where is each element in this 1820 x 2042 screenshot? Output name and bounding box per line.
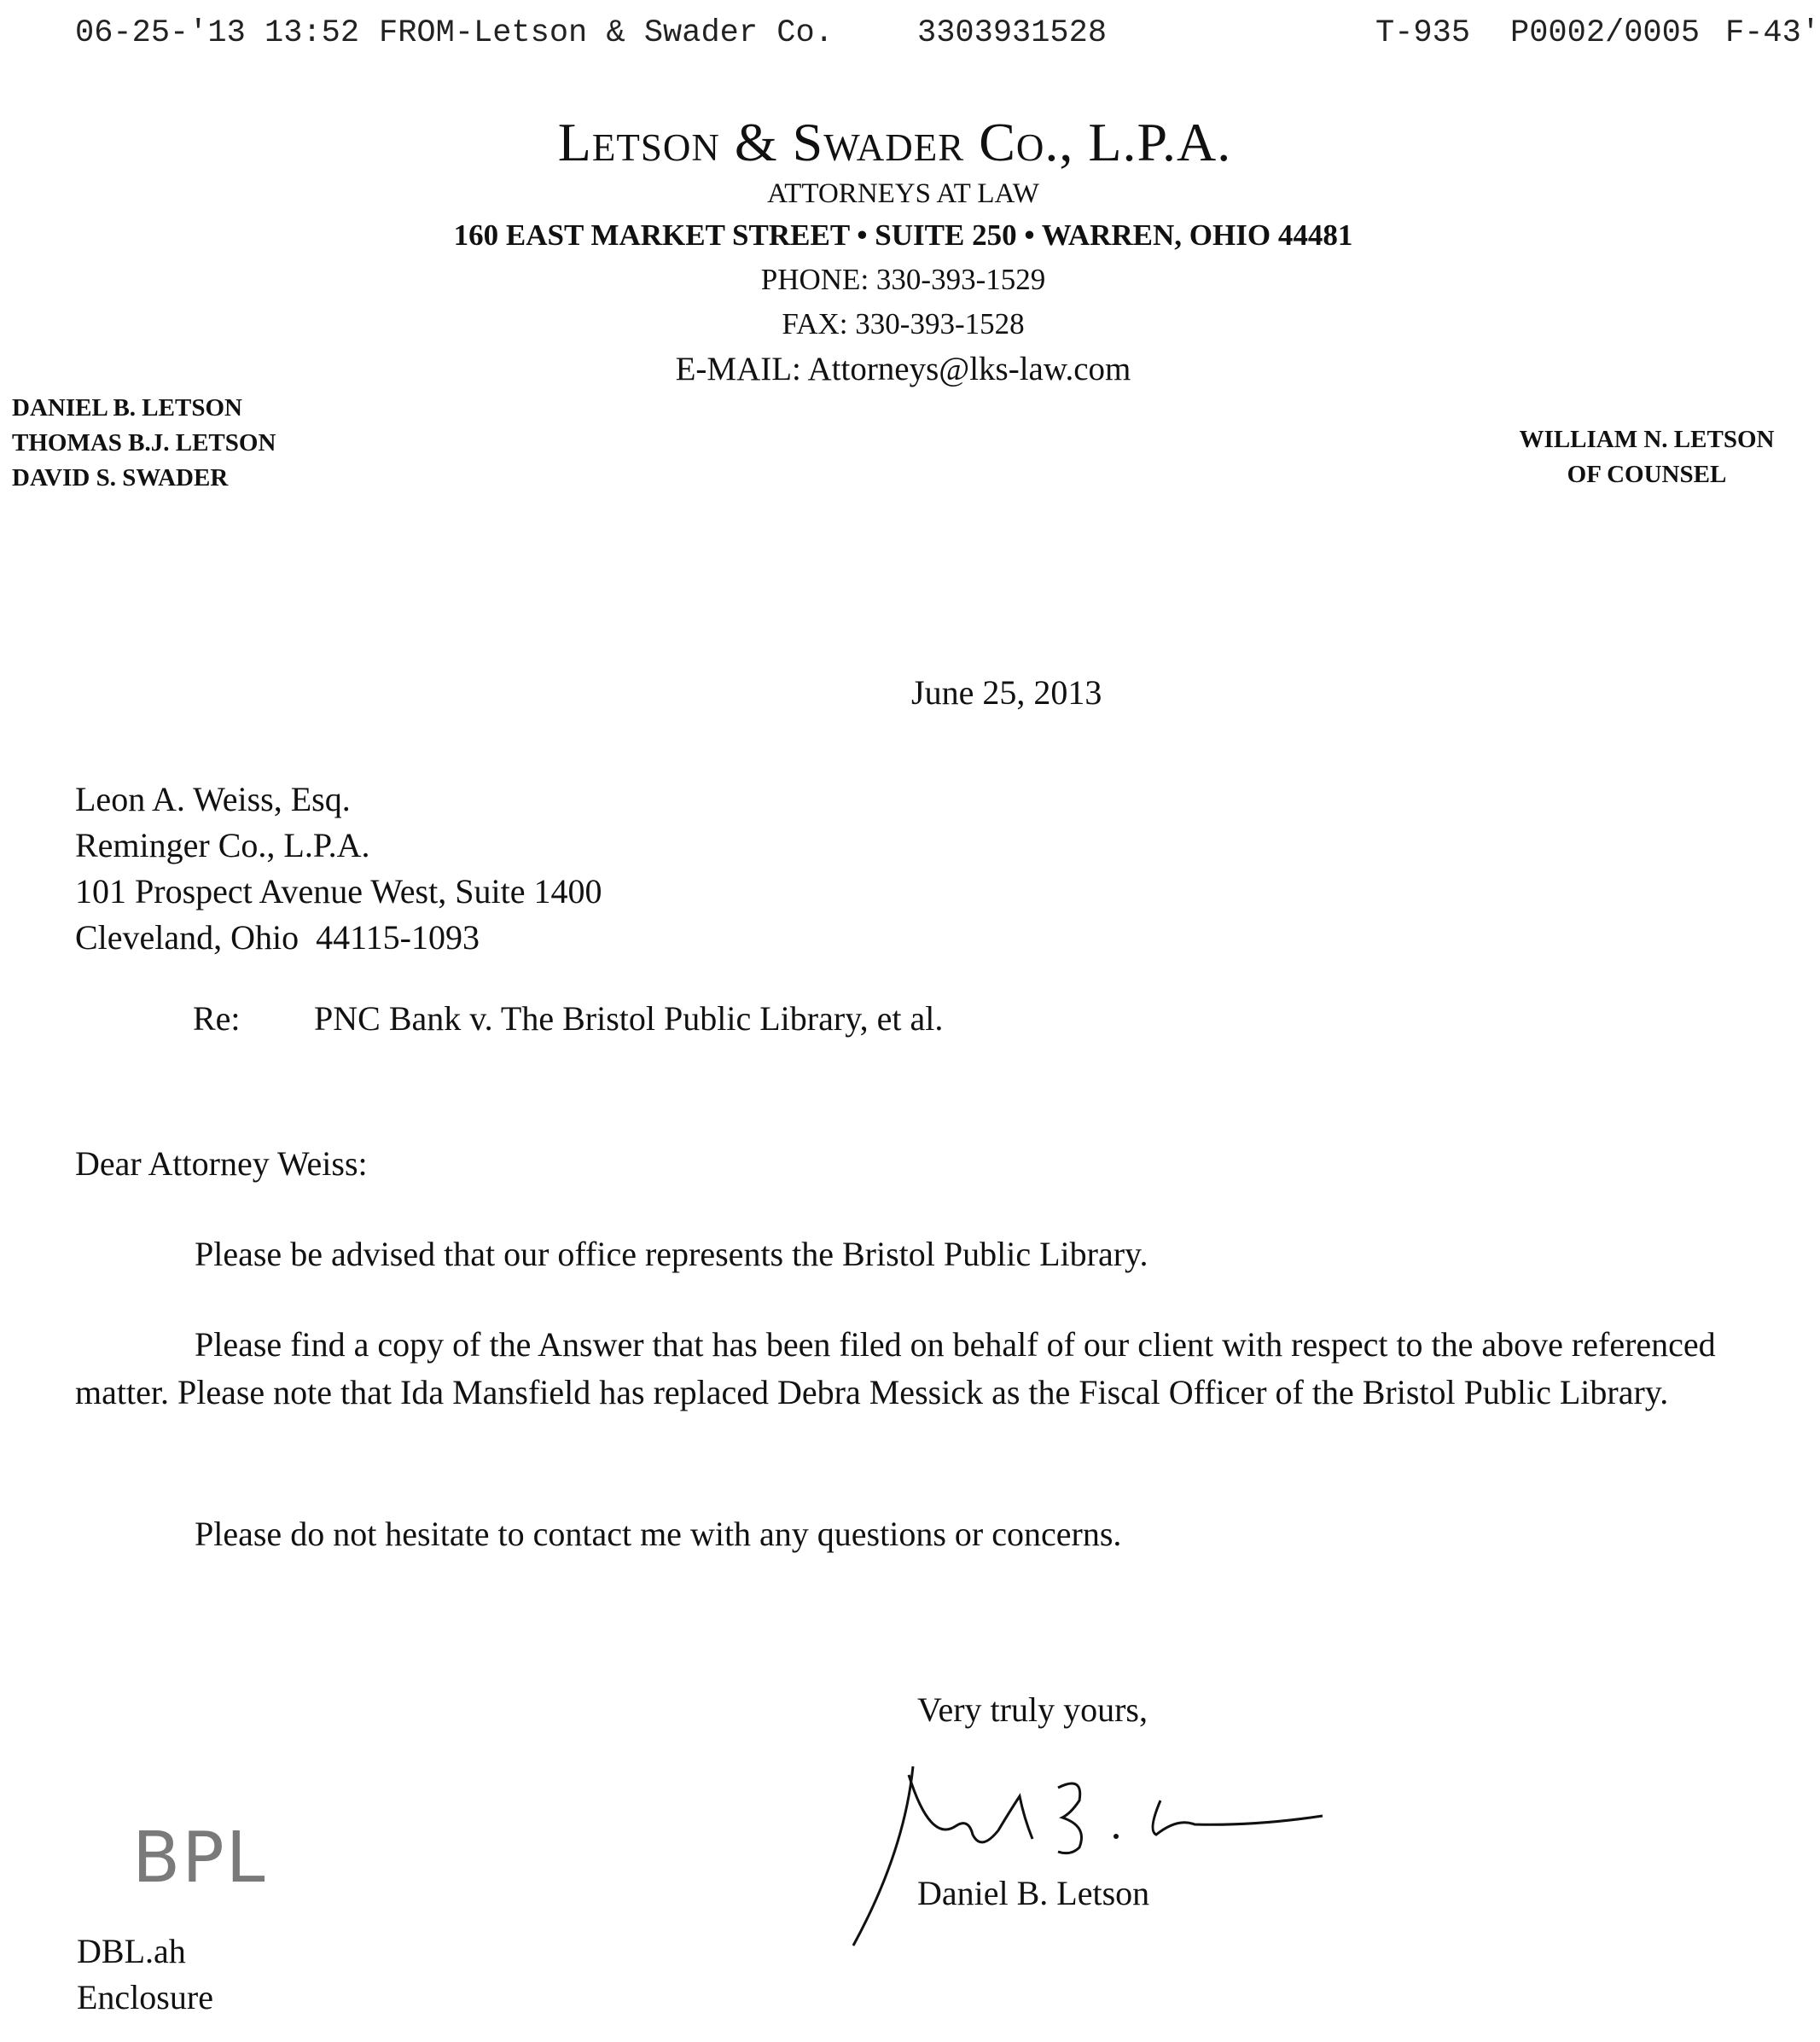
- firm-email: E-MAIL: Attorneys@lks-law.com: [675, 351, 1131, 387]
- firm-address: 160 EAST MARKET STREET • SUITE 250 • WARREN, OHIO 44481: [453, 218, 1353, 252]
- re-subject: PNC Bank v. The Bristol Public Library, et al.: [314, 999, 944, 1038]
- recipient-line: 101 Prospect Avenue West, Suite 1400: [75, 872, 602, 910]
- salutation: Dear Attorney Weiss:: [75, 1144, 368, 1183]
- re-line: [193, 998, 943, 1038]
- typist-initials-block: [77, 1929, 213, 2021]
- re-label: Re:: [193, 999, 241, 1038]
- partner-list: [12, 391, 276, 496]
- recipient-line: Cleveland, Ohio 44115-1093: [75, 918, 480, 957]
- recipient-address: [75, 777, 602, 961]
- firm-name: Letson & Swader Co., L.P.A.: [557, 112, 1232, 172]
- fax-header: [0, 9, 1820, 60]
- partner-name: DAVID S. SWADER: [12, 464, 229, 492]
- enclosure-note: Enclosure: [77, 1978, 213, 2016]
- of-counsel: [1510, 422, 1783, 492]
- closing: Very truly yours,: [917, 1690, 1148, 1729]
- partner-name: THOMAS B.J. LETSON: [12, 429, 276, 457]
- fax-page-count: P0002/0005: [1510, 15, 1701, 51]
- fax-number: 3303931528: [917, 15, 1108, 51]
- of-counsel-title: OF COUNSEL: [1567, 461, 1727, 488]
- firm-phone: PHONE: 330-393-1529: [760, 263, 1046, 296]
- typist-initials: DBL.ah: [77, 1932, 186, 1970]
- letter-date: June 25, 2013: [911, 673, 1102, 712]
- recipient-line: Reminger Co., L.P.A.: [75, 826, 370, 864]
- watermark: BPL: [132, 1818, 267, 1899]
- partner-name: DANIEL B. LETSON: [12, 394, 242, 422]
- fax-from: FROM-Letson & Swader Co.: [379, 15, 834, 51]
- body-paragraph: Please be advised that our office represents the Bristol Public Library.: [195, 1235, 1148, 1273]
- firm-subtitle: ATTORNEYS AT LAW: [767, 178, 1039, 209]
- fax-transmission-id: T-935: [1375, 15, 1471, 51]
- firm-fax: FAX: 330-393-1528: [782, 307, 1025, 340]
- fax-form-code: F-43': [1725, 15, 1820, 51]
- signer-name: Daniel B. Letson: [917, 1874, 1150, 1912]
- letterhead: [0, 111, 1806, 393]
- fax-timestamp: 06-25-'13 13:52: [75, 15, 360, 51]
- recipient-line: Leon A. Weiss, Esq.: [75, 780, 351, 818]
- body-paragraph: Please find a copy of the Answer that has been filed on behalf of our client with respect to the above referenced matter. Please note that Ida Mansfield has replaced Debra Messick as the Fiscal Officer of the Bristol Public Library.: [75, 1325, 1716, 1411]
- body-paragraph: Please do not hesitate to contact me with any questions or concerns.: [195, 1515, 1122, 1553]
- of-counsel-name: WILLIAM N. LETSON: [1519, 426, 1775, 453]
- signature: [828, 1749, 1425, 1954]
